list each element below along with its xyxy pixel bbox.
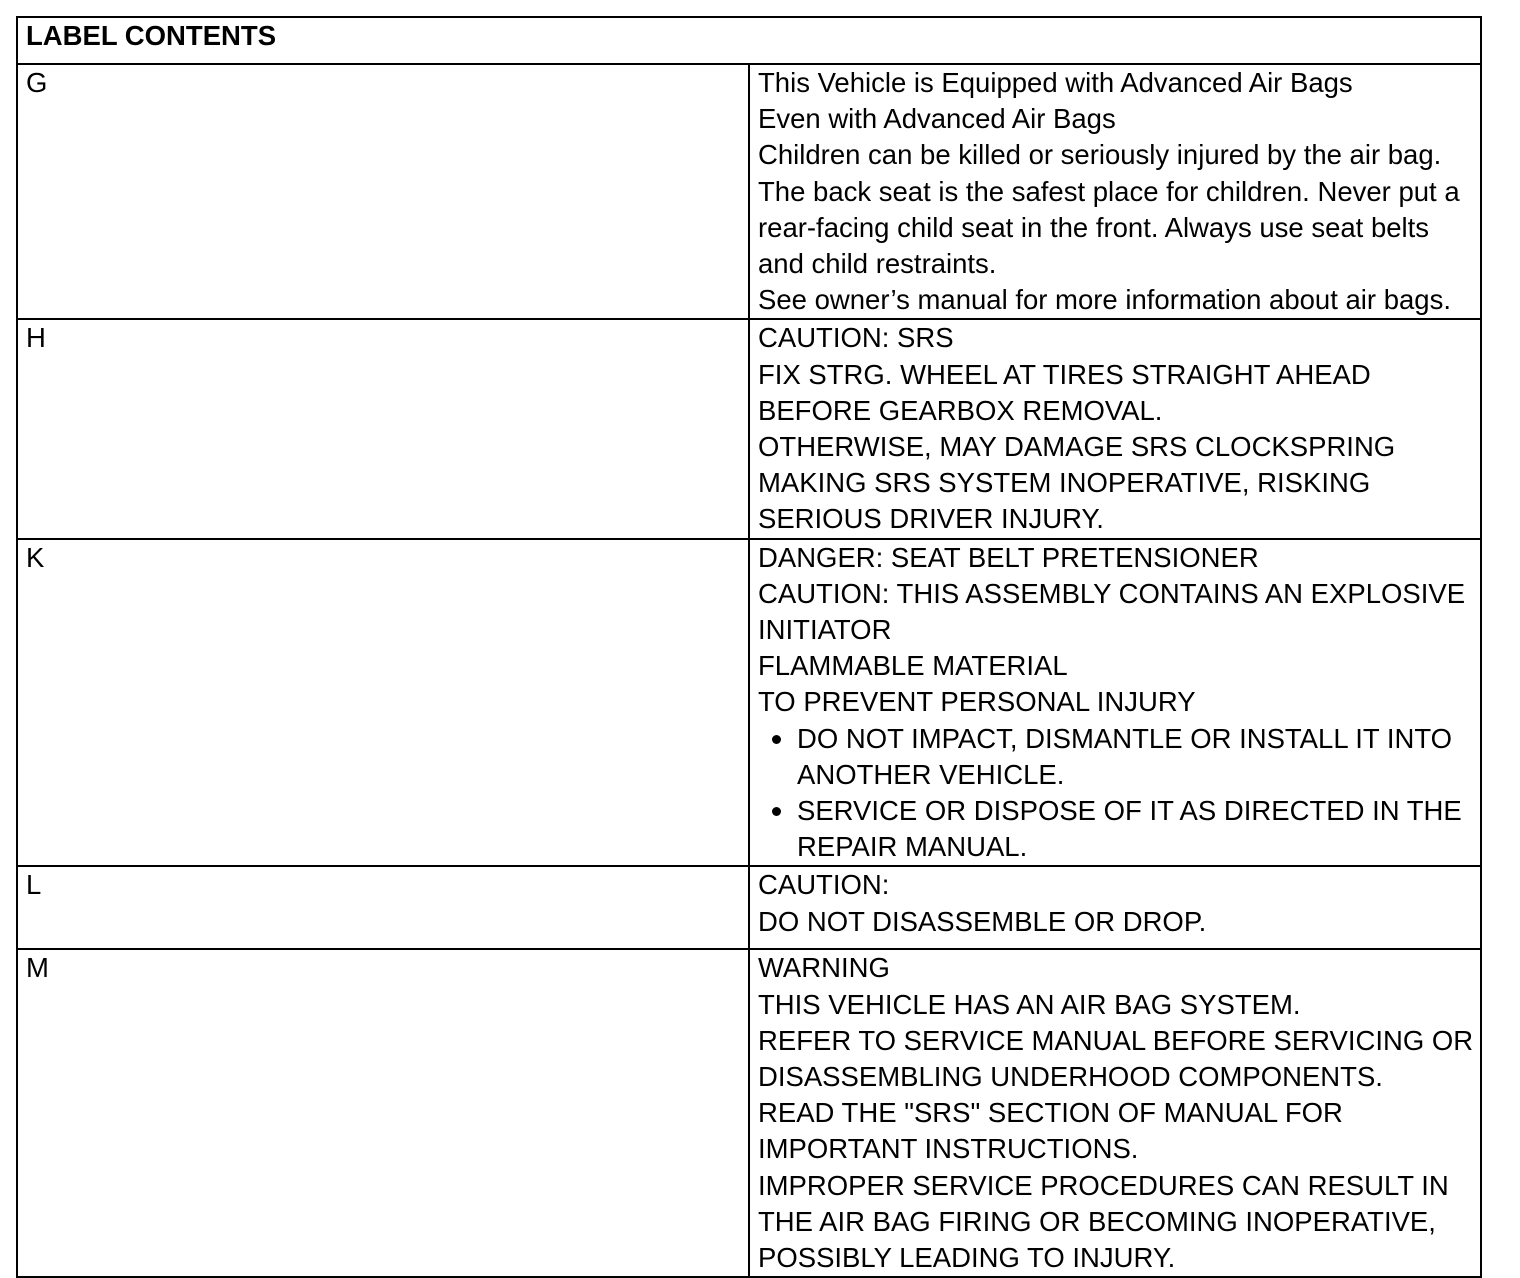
bullet-icon — [772, 735, 781, 744]
label-line: OTHERWISE, MAY DAMAGE SRS CLOCKSPRING MAKING SRS SYSTEM INOPERATIVE, RISKING SERIOUS DRIVER INJURY. — [758, 431, 1396, 535]
label-contents-table — [16, 16, 1482, 1278]
label-line: WARNING — [758, 952, 890, 984]
table-row — [17, 949, 1481, 1277]
bullet-item — [758, 721, 1476, 793]
table-header: LABEL CONTENTS — [17, 17, 1481, 64]
label-line: Children can be killed or seriously injured by the air bag. The back seat is the safest place for children. Never put a rear-facing child seat in the front. Always use seat belts and child restraints. — [758, 139, 1460, 280]
table-row — [17, 319, 1481, 538]
table-row — [17, 64, 1481, 319]
label-code: L — [17, 866, 749, 949]
label-line: THIS VEHICLE HAS AN AIR BAG SYSTEM. — [758, 988, 1301, 1020]
label-line: DO NOT DISASSEMBLE OR DROP. — [758, 905, 1207, 937]
table-row — [17, 866, 1481, 949]
bullet-list — [758, 721, 1476, 866]
label-line: Even with Advanced Air Bags — [758, 103, 1116, 135]
bullet-text: SERVICE OR DISPOSE OF IT AS DIRECTED IN THE REPAIR MANUAL. — [797, 795, 1462, 863]
label-code: H — [17, 319, 749, 538]
label-line: IMPROPER SERVICE PROCEDURES CAN RESULT IN THE AIR BAG FIRING OR BECOMING INOPERATIVE, POSSIBLY LEADING TO INJURY. — [758, 1169, 1449, 1274]
label-line: CAUTION: THIS ASSEMBLY CONTAINS AN EXPLOSIVE INITIATOR — [758, 577, 1466, 646]
label-line: This Vehicle is Equipped with Advanced Air Bags — [758, 67, 1353, 98]
label-line: CAUTION: — [758, 869, 890, 901]
label-text — [749, 64, 1481, 319]
label-line: REFER TO SERVICE MANUAL BEFORE SERVICING OR DISASSEMBLING UNDERHOOD COMPONENTS. — [758, 1024, 1474, 1093]
label-text — [749, 539, 1481, 867]
bullet-text: DO NOT IMPACT, DISMANTLE OR INSTALL IT INTO ANOTHER VEHICLE. — [797, 722, 1453, 790]
label-code: K — [17, 539, 749, 867]
label-line: FIX STRG. WHEEL AT TIRES STRAIGHT AHEAD BEFORE GEARBOX REMOVAL. — [758, 358, 1371, 426]
table-header-row — [17, 17, 1481, 64]
bullet-icon — [772, 807, 781, 816]
label-line: FLAMMABLE MATERIAL — [758, 650, 1068, 682]
label-line: See owner’s manual for more information about air bags. — [758, 284, 1451, 316]
label-line: READ THE "SRS" SECTION OF MANUAL FOR IMPORTANT INSTRUCTIONS. — [758, 1097, 1343, 1165]
label-code: M — [17, 949, 749, 1277]
label-line: TO PREVENT PERSONAL INJURY — [758, 686, 1196, 718]
label-text — [749, 319, 1481, 538]
bullet-item — [758, 793, 1476, 865]
label-text — [749, 949, 1481, 1277]
label-text — [749, 866, 1481, 949]
table-row — [17, 539, 1481, 867]
label-line: DANGER: SEAT BELT PRETENSIONER — [758, 541, 1259, 573]
label-code: G — [17, 64, 749, 319]
label-line: CAUTION: SRS — [758, 322, 954, 354]
